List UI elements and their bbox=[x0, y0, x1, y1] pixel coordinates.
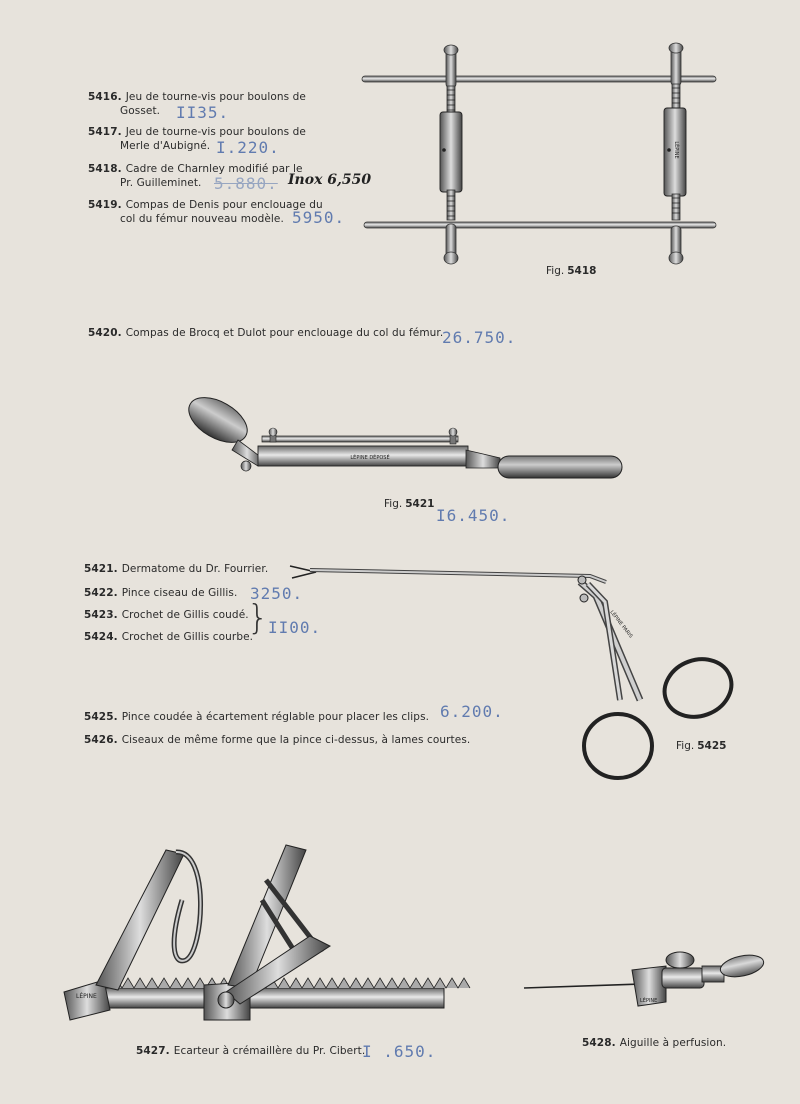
fig-prefix: Fig. bbox=[676, 740, 695, 752]
item-description: Dermatome du Dr. Fourrier. bbox=[121, 563, 269, 575]
item-number: 5417. bbox=[88, 126, 122, 138]
item-number: 5422. bbox=[84, 587, 118, 599]
item-5428 bbox=[582, 1036, 726, 1050]
item-description: Compas de Brocq et Dulot pour enclouage du col du fémur. bbox=[125, 327, 444, 339]
item-description-cont: col du fémur nouveau modèle. bbox=[120, 213, 284, 225]
item-description-cont: Pr. Guilleminet. bbox=[120, 177, 202, 189]
item-number: 5423. bbox=[84, 609, 118, 621]
price-5422: 3250. bbox=[250, 584, 304, 603]
item-description: Jeu de tourne-vis pour boulons de bbox=[125, 126, 306, 138]
price-5421: I6.450. bbox=[436, 506, 511, 525]
price-5423-5424: II00. bbox=[268, 618, 322, 637]
frame-engraving: LÉPINE bbox=[673, 141, 679, 159]
item-number: 5421. bbox=[84, 563, 118, 575]
fig-prefix: Fig. bbox=[384, 498, 403, 510]
figure-label-5421 bbox=[384, 498, 434, 510]
charnley-frame-illustration bbox=[362, 43, 716, 264]
needle-illustration bbox=[524, 952, 766, 1006]
item-5426 bbox=[84, 733, 470, 747]
item-5425 bbox=[84, 710, 429, 724]
item-description: Aiguille à perfusion. bbox=[619, 1037, 727, 1049]
retractor-engraving: LÉPINE bbox=[76, 993, 97, 1000]
item-number: 5428. bbox=[582, 1037, 616, 1049]
retractor-illustration bbox=[64, 845, 470, 1020]
item-5427 bbox=[136, 1044, 365, 1058]
item-number: 5426. bbox=[84, 734, 118, 746]
item-description: Compas de Denis pour enclouage du bbox=[125, 199, 323, 211]
brace: } bbox=[247, 598, 269, 638]
forceps-engraving: LÉPINE PARIS bbox=[608, 609, 634, 640]
price-5418-handwritten: Inox 6,550 bbox=[288, 172, 372, 188]
price-5417: I.220. bbox=[216, 138, 280, 157]
item-description: Jeu de tourne-vis pour boulons de bbox=[125, 91, 306, 103]
item-description: Ecarteur à crémaillère du Pr. Cibert. bbox=[173, 1045, 366, 1057]
item-description: Crochet de Gillis courbe. bbox=[121, 631, 254, 643]
item-5421 bbox=[84, 562, 268, 576]
price-5419: 5950. bbox=[292, 208, 346, 227]
fig-number: 5421 bbox=[405, 498, 435, 510]
item-number: 5425. bbox=[84, 711, 118, 723]
fig-prefix: Fig. bbox=[546, 265, 565, 277]
item-number: 5424. bbox=[84, 631, 118, 643]
item-description: Ciseaux de même forme que la pince ci-dessus, à lames courtes. bbox=[121, 734, 471, 746]
dermatome-illustration bbox=[181, 388, 622, 478]
price-5420: 26.750. bbox=[442, 328, 517, 347]
item-5424 bbox=[84, 630, 253, 644]
needle-engraving: LÉPINE bbox=[640, 998, 658, 1004]
item-5422 bbox=[84, 586, 237, 600]
price-5416: II35. bbox=[176, 103, 230, 122]
item-number: 5419. bbox=[88, 199, 122, 211]
item-description-cont: Merle d'Aubigné. bbox=[120, 140, 211, 152]
figure-label-5425 bbox=[676, 740, 726, 752]
item-description-cont: Gosset. bbox=[120, 105, 161, 117]
item-description: Crochet de Gillis coudé. bbox=[121, 609, 249, 621]
price-5427: I .650. bbox=[362, 1042, 437, 1061]
figure-label-5418 bbox=[546, 265, 596, 277]
item-5417 bbox=[88, 125, 323, 153]
price-5418-struck: 5.880. bbox=[214, 174, 278, 193]
price-5425: 6.200. bbox=[440, 702, 504, 721]
dermatome-engraving: LÉPINE DÉPOSÉ bbox=[350, 455, 390, 461]
item-number: 5420. bbox=[88, 327, 122, 339]
item-description: Cadre de Charnley modifié par le bbox=[125, 163, 303, 175]
item-description: Pince coudée à écartement réglable pour placer les clips. bbox=[121, 711, 430, 723]
item-description: Pince ciseau de Gillis. bbox=[121, 587, 238, 599]
item-number: 5418. bbox=[88, 163, 122, 175]
item-5423 bbox=[84, 608, 249, 622]
item-number: 5416. bbox=[88, 91, 122, 103]
fig-number: 5418 bbox=[567, 265, 597, 277]
item-5420 bbox=[88, 326, 448, 340]
item-number: 5427. bbox=[136, 1045, 170, 1057]
fig-number: 5425 bbox=[697, 740, 727, 752]
